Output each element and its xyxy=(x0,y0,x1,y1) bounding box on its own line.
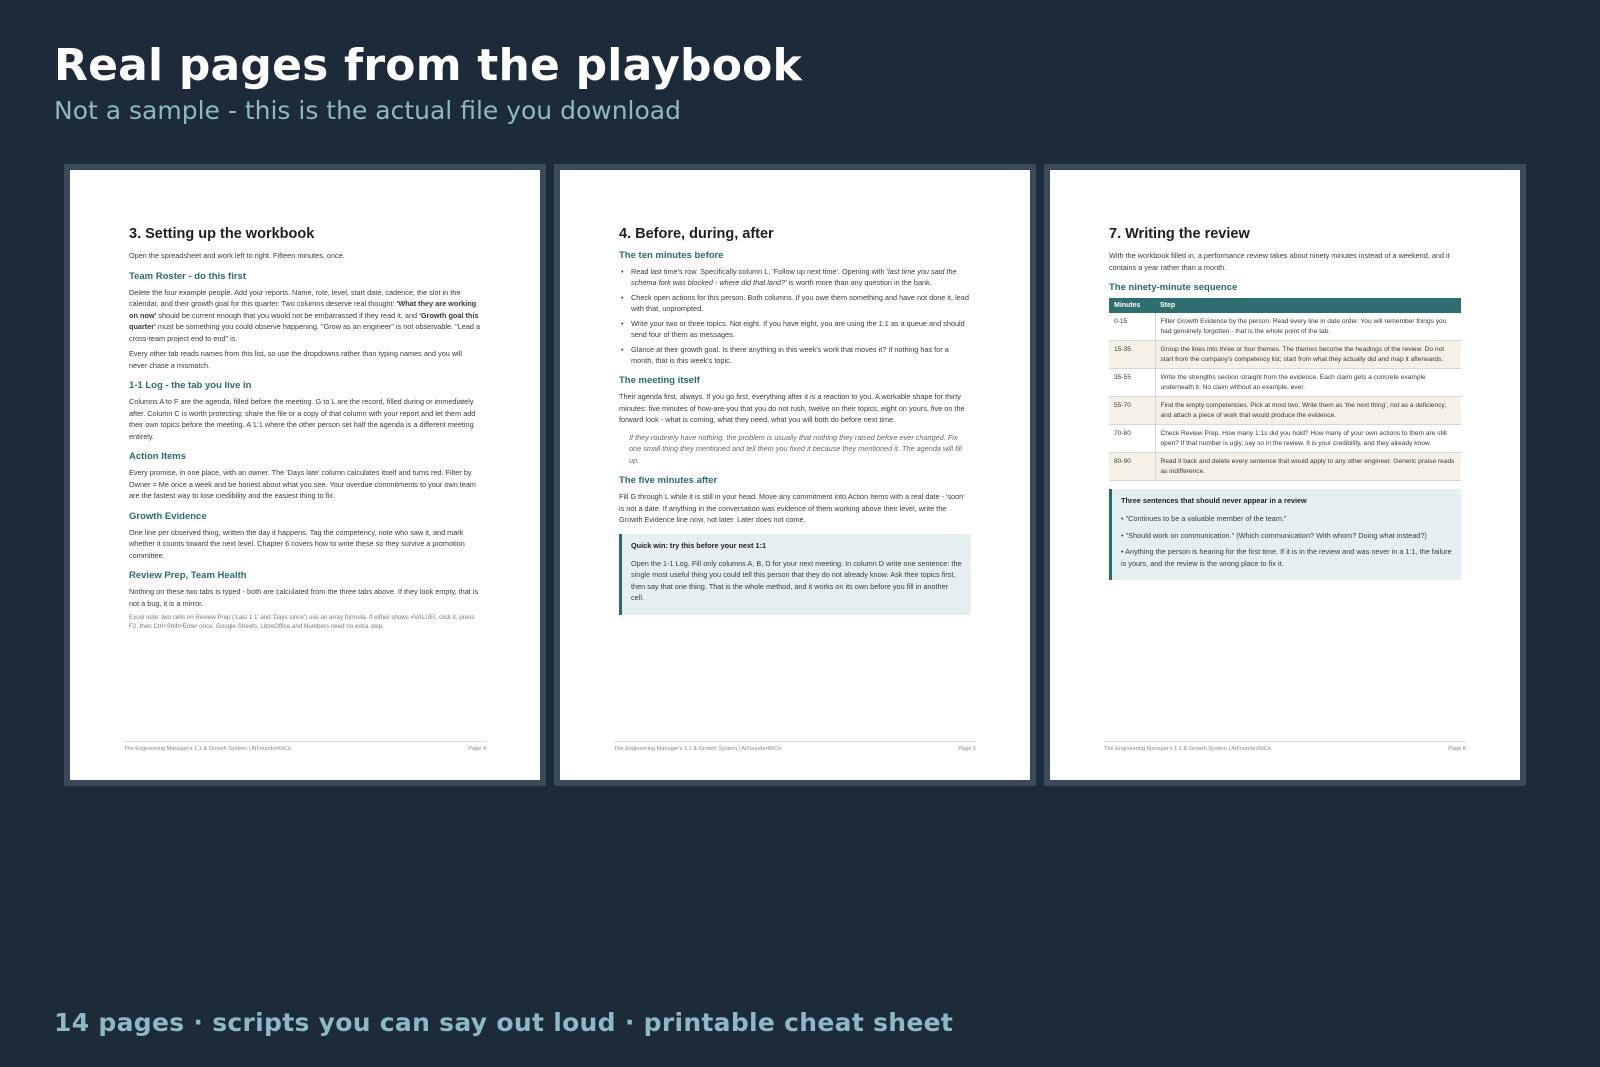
section-text: Nothing on these two tabs is typed - both are calculated from the three tabs above. If they look empty, that is not a bug, it is a mirror. xyxy=(129,587,479,608)
callout-line: • "Should work on communication." (Which communication? With whom? Doing what instead?) xyxy=(1121,530,1427,540)
table-row xyxy=(1109,397,1461,425)
page-subtitle: Not a sample - this is the actual file you download xyxy=(54,96,681,125)
page-preview-4[interactable] xyxy=(64,164,546,786)
section-title: Growth Evidence xyxy=(129,510,207,522)
page-preview-8[interactable] xyxy=(1044,164,1526,786)
section-title: The five minutes after xyxy=(619,475,718,486)
minutes-cell: 55-70 xyxy=(1109,397,1155,425)
page-number: Page 8 xyxy=(1448,746,1466,752)
page-preview-5[interactable] xyxy=(554,164,1036,786)
section-text: Columns A to F are the agenda, filled before the meeting. G to L are the record, filled during or immediately after. Column C is worth protecting: share the file or a copy of that column with your report and let them add their own topics before the meeting. A 1:1 where the other person set half the agenda is a different meeting entirely. xyxy=(129,397,476,441)
table-row xyxy=(1109,313,1461,341)
list-item: • Glance at their growth goal. Is there anything in this week's work that moves it? If nothing has for a month, that is this week's topic. xyxy=(619,344,971,366)
section-title: 1-1 Log - the tab you live in xyxy=(129,380,252,391)
section-title: The meeting itself xyxy=(619,375,700,386)
page-footer xyxy=(614,741,976,752)
section-text: Fill G through L while it is still in your head. Move any commitment into Action Items with a real date - 'soon' is not a date. If anything in the conversation was evidence of them working above their level, write the Growth Evidence line now, not later. Later does not come. xyxy=(619,492,965,524)
section-text: Their agenda first, always. If you go first, everything after it is a reaction to you. A workable shape for thirty minutes: five minutes of how-are-you that you do not rush, twelve on their topics, eight on yours, five on the forward look - what is coming, what they need, what you will both do before next time. xyxy=(619,392,965,424)
excel-note: Excel note: two cells on Review Prep ('Last 1:1' and 'Days since') use an array formula. If either shows #VALUE!, click it, press F2, then Ctrl+Shift+Enter once. Google Sheets, LibreOffice and Numbers need no extra step. xyxy=(129,614,475,630)
callout-line: • "Continues to be a valuable member of the team." xyxy=(1121,514,1287,523)
step-cell: Check Review Prep. How many 1:1s did you hold? How many of your own actions to them are still open? If that number is ugly, say so in the review. It is your credibility, and they already know. xyxy=(1155,425,1461,453)
section-text: Every other tab reads names from this list, so use the dropdowns rather than typing names and you will never chase a mismatch. xyxy=(129,349,462,370)
page-number: Page 4 xyxy=(468,746,486,752)
page-footer xyxy=(124,741,486,752)
minutes-cell: 70-80 xyxy=(1109,425,1155,453)
list-item: • Write your two or three topics. Not eight. If you have eight, you are using the 1:1 as a queue and should send four of them as messages. xyxy=(619,318,971,340)
section-text: Every promise, in one place, with an owner. The 'Days late' column calculates itself and turns red. Filter by Owner = Me once a week and be honest about what you see. Your overdue commitments to your own team are the fastest way to lose credibility and the easiest thing to fix. xyxy=(129,468,477,500)
step-cell: Read it back and delete every sentence that would apply to any other engineer. Generic praise reads as indifference. xyxy=(1155,453,1461,481)
footer-left: The Engineering Manager's 1:1 & Growth System | AIFounderKitCo xyxy=(1104,746,1271,752)
section-text: One line per observed thing, written the day it happens. Tag the competency, note who saw it, and mark whether it counts toward the next level. Chapter 6 covers how to write these so they survive a promotion committee. xyxy=(129,527,465,560)
warning-callout xyxy=(1109,489,1461,580)
table-row xyxy=(1109,453,1461,481)
minutes-cell: 0-15 xyxy=(1109,313,1155,341)
page-number: Page 5 xyxy=(958,746,976,752)
callout-title: Three sentences that should never appear in a review xyxy=(1121,496,1307,505)
bullet-list xyxy=(619,266,971,366)
page-title: Real pages from the playbook xyxy=(54,40,803,91)
section-title: Team Roster - do this first xyxy=(129,270,247,282)
footer-left: The Engineering Manager's 1:1 & Growth System | AIFounderKitCo xyxy=(124,746,291,752)
step-cell: Write the strengths section straight from the evidence. Each claim gets a concrete example underneath it. No claim without an example, ever. xyxy=(1155,369,1461,397)
feature-summary: 14 pages · scripts you can say out loud · printable cheat sheet xyxy=(54,1008,954,1037)
footer-left: The Engineering Manager's 1:1 & Growth System | AIFounderKitCo xyxy=(614,746,781,752)
table-row xyxy=(1109,341,1461,369)
minutes-cell: 15-35 xyxy=(1109,341,1155,369)
quote-text: If they routinely have nothing, the problem is usually that nothing they raised before ever changed. Fix one small thing they mentioned and tell them you fixed it because they mentioned it. The agenda will fill up. xyxy=(629,432,963,465)
table-header: Minutes xyxy=(1109,298,1155,313)
list-item: • Read last time's row. Specifically column L, 'Follow up next time'. Opening with 'last time you said the schema fork was blocked - where did that land?' is worth more than any question in the bank. xyxy=(619,266,971,288)
document-page xyxy=(70,170,540,780)
table-row xyxy=(1109,425,1461,453)
list-item: • Check open actions for this person. Both columns. If you owe them something and have not done it, lead with that, unprompted. xyxy=(619,292,971,314)
quick-win-callout xyxy=(619,534,971,615)
step-cell: Group the lines into three or four themes. The themes become the headings of the review. Do not start from the company's competency list; start from what they actually did and map it afterwards. xyxy=(1155,341,1461,369)
section-title: Review Prep, Team Health xyxy=(129,570,247,581)
minutes-cell: 80-90 xyxy=(1109,453,1155,481)
page-heading: 3. Setting up the workbook xyxy=(129,226,315,242)
document-page xyxy=(560,170,1030,780)
section-title: Action Items xyxy=(129,451,187,462)
sequence-table xyxy=(1109,298,1461,481)
step-cell: Filter Growth Evidence by the person. Read every line in date order. You will remember things you had genuinely forgotten - that is the whole point of the tab. xyxy=(1155,313,1461,341)
intro-text: With the workbook filled in, a performance review takes about ninety minutes instead of a weekend, and it contains a year rather than a month. xyxy=(1109,251,1450,272)
page-footer xyxy=(1104,741,1466,752)
callout-line: • Anything the person is hearing for the first time. If it is in the review and was never in a 1:1, the failure is yours, and the review is the wrong place to fix it. xyxy=(1121,547,1452,568)
minutes-cell: 35-55 xyxy=(1109,369,1155,397)
callout-text: Open the 1-1 Log. Fill only columns A, B, D for your next meeting. In column D write one sentence: the single most useful thing you could tell this person that they do not already know. Ask their topics first, then say that one thing. That is the whole method, and it works on its own before you fill in another cell. xyxy=(631,558,962,602)
document-page xyxy=(1050,170,1520,780)
intro-text: Open the spreadsheet and work left to right. Fifteen minutes, once. xyxy=(129,251,345,260)
section-title: The ninety-minute sequence xyxy=(1109,282,1238,293)
page-heading: 4. Before, during, after xyxy=(619,226,774,242)
table-row xyxy=(1109,369,1461,397)
step-cell: Find the empty competencies. Pick at most two. Write them as 'the next thing', not as a deficiency, and attach a piece of work that would produce the evidence. xyxy=(1155,397,1461,425)
section-text: Delete the four example people. Add your reports. Name, role, level, start date, cadence, the slot in the calendar, and their growth goal for this quarter. Two columns deserve real thought: 'What they are working on now' should be current enough that you would not be embarrassed if they read it, and 'Growth goal this quarter' must be something you could observe happening. "Grow as an engineer" is not observable. "Lead a cross-team project end to end" is. xyxy=(129,287,481,343)
callout-title: Quick win: try this before your next 1:1 xyxy=(631,540,767,550)
page-heading: 7. Writing the review xyxy=(1109,226,1250,242)
section-title: The ten minutes before xyxy=(619,250,724,261)
table-header: Step xyxy=(1155,298,1461,313)
